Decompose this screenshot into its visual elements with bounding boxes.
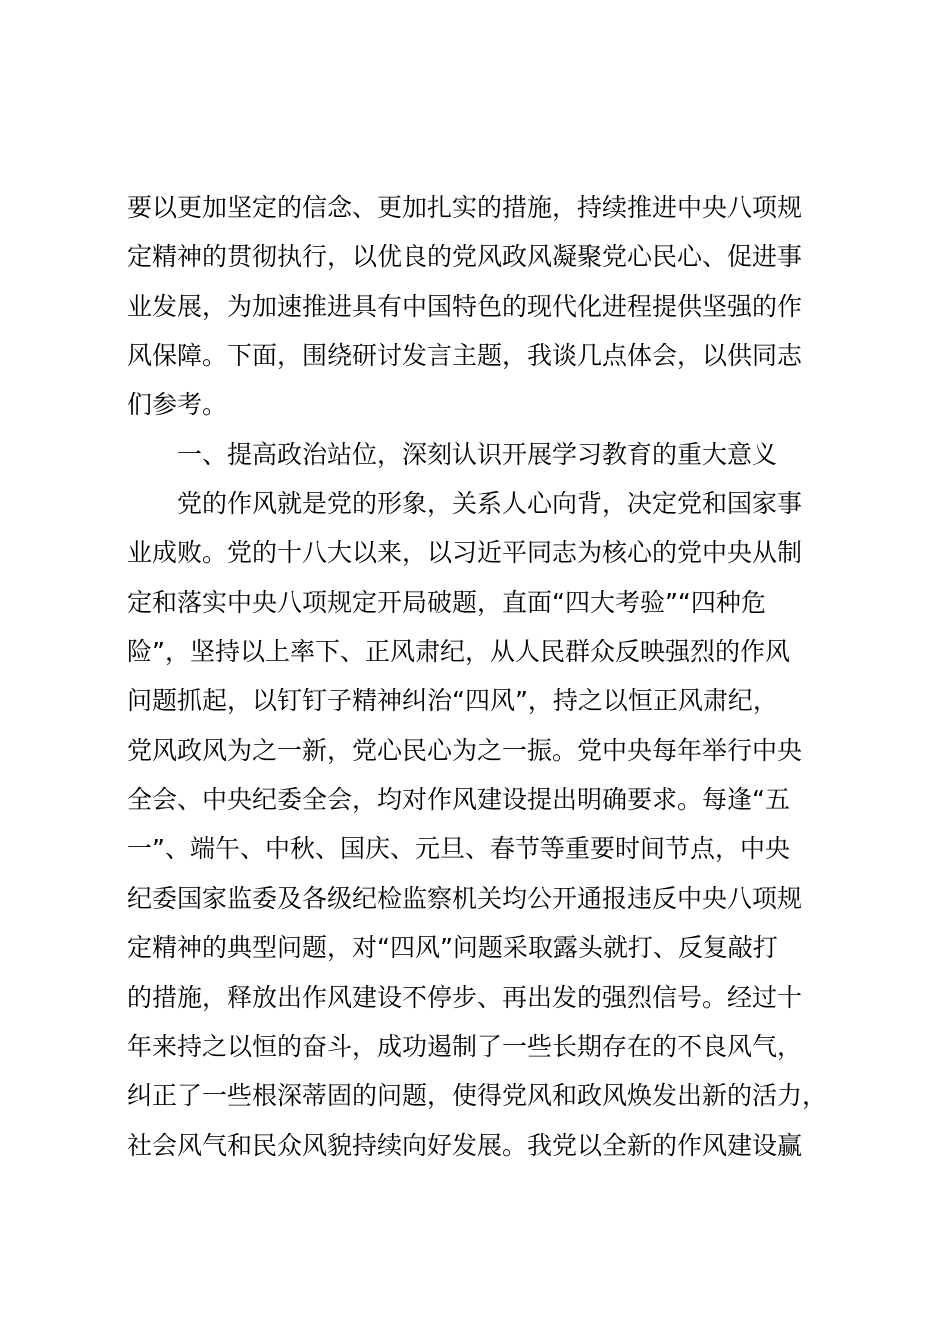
text-line: 的措施，释放出作风建设不停步、再出发的强烈信号。经过十 <box>127 982 803 1012</box>
text-line: 纠正了一些根深蒂固的问题，使得党风和政风焕发出新的活力， <box>127 1081 828 1111</box>
text-line: 们参考。 <box>127 390 228 420</box>
text-line: 风保障。下面，围绕研讨发言主题，我谈几点体会，以供同志 <box>127 341 803 371</box>
text-line: 险”，坚持以上率下、正风肃纪，从人民群众反映强烈的作风 <box>127 637 790 667</box>
text-line: 纪委国家监委及各级纪检监察机关均公开通报违反中央八项规 <box>127 883 803 913</box>
section-heading: 一、提高政治站位，深刻认识开展学习教育的重大意义 <box>177 439 778 469</box>
paragraph-start: 党的作风就是党的形象，关系人心向背，决定党和国家事 <box>177 489 803 519</box>
text-line: 业成败。党的十八大以来，以习近平同志为核心的党中央从制 <box>127 538 803 568</box>
body-text <box>127 183 837 1170</box>
text-line: 定精神的贯彻执行，以优良的党风政风凝聚党心民心、促进事 <box>127 242 803 272</box>
text-line: 全会、中央纪委全会，均对作风建设提出明确要求。每逢“五 <box>127 785 790 815</box>
text-line: 业发展，为加速推进具有中国特色的现代化进程提供坚强的作 <box>127 291 803 321</box>
text-line: 要以更加坚定的信念、更加扎实的措施，持续推进中央八项规 <box>127 193 803 222</box>
text-line: 问题抓起，以钉钉子精神纠治“四风”，持之以恒正风肃纪， <box>127 686 778 716</box>
text-line: 一”、端午、中秋、国庆、元旦、春节等重要时间节点，中央 <box>127 834 790 864</box>
text-line: 党风政风为之一新，党心民心为之一振。党中央每年举行中央 <box>127 735 803 765</box>
text-line: 定精神的典型问题，对“四风”问题采取露头就打、反复敲打 <box>127 933 778 963</box>
text-line: 社会风气和民众风貌持续向好发展。我党以全新的作风建设赢 <box>127 1130 803 1160</box>
text-line: 年来持之以恒的奋斗，成功遏制了一些长期存在的不良风气， <box>127 1031 803 1061</box>
text-line: 定和落实中央八项规定开局破题，直面“四大考验”“四种危 <box>127 587 766 617</box>
